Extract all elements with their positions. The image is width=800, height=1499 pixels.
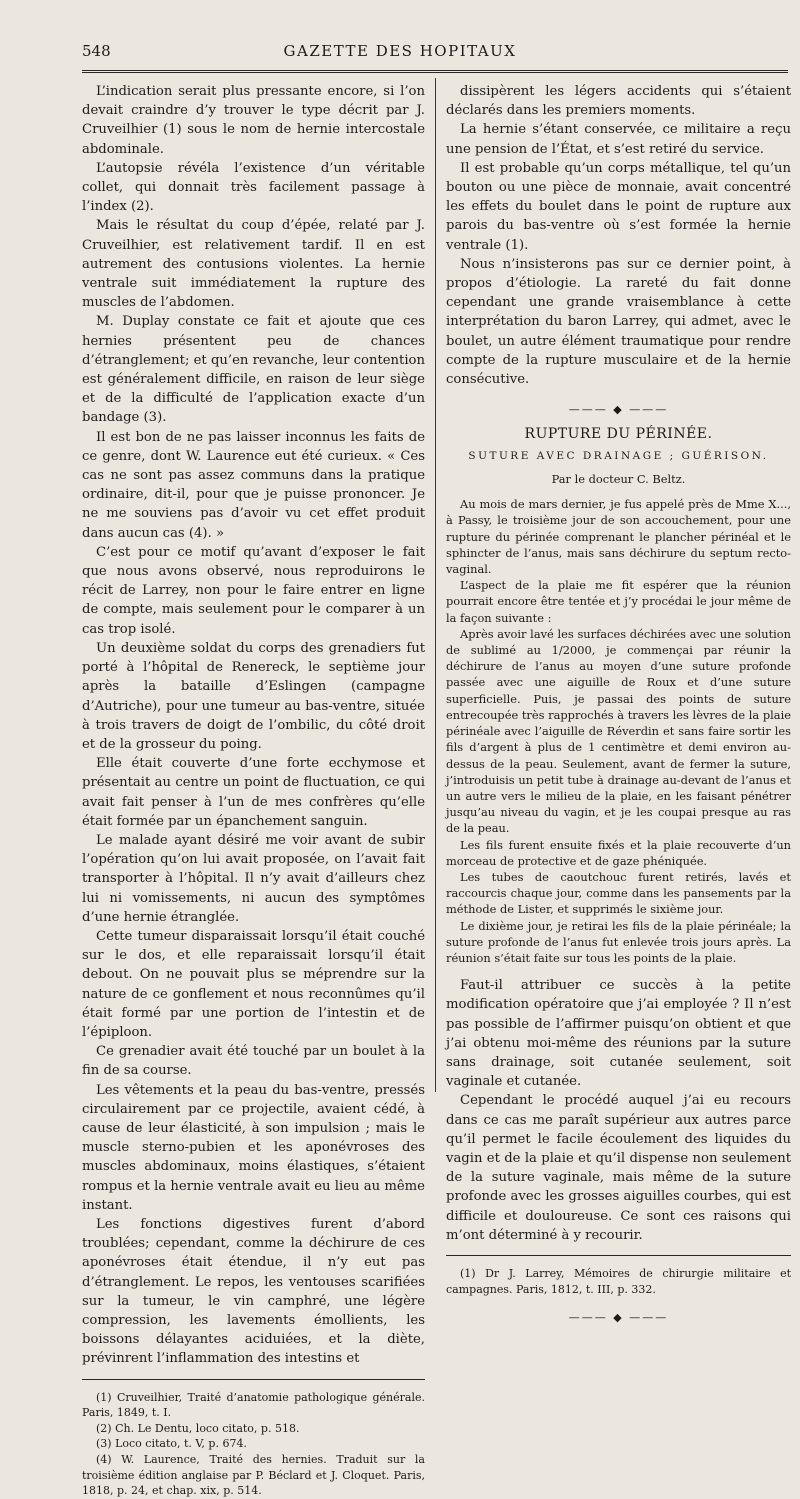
left-body [82, 82, 425, 1369]
right-footnotes [446, 1266, 791, 1297]
footnote-rule [446, 1255, 791, 1256]
footnote: (1) Dr J. Larrey, Mémoires de chirurgie militaire et campagnes. Paris, 1812, t. III, p. 332. [446, 1266, 791, 1296]
spacer [446, 966, 791, 976]
paragraph: C’est pour ce motif qu’avant d’exposer le fait que nous avons observé, nous reproduirons le récit de Larrey, non pour le faire entrer en ligne de compte, mais seulement pour le comparer à un cas trop isolé. [82, 544, 425, 637]
paragraph: Il est probable qu’un corps métallique, tel qu’un bouton ou une pièce de monnaie, avait concentré les effets du boulet dans le point de rupture aux parois du bas-ventre où s’est formée la hernie ventrale (1). [446, 160, 791, 253]
section-separator: ——— ◆ ——— [568, 403, 669, 417]
article-body-small [446, 496, 791, 966]
left-footnotes [82, 1390, 425, 1499]
paragraph: Nous n’insisterons pas sur ce dernier point, à propos d’étiologie. La rareté du fait donne cependant une grande vraisemblance à cette interprétation du baron Larrey, qui admet, avec le boulet, un autre élément traumatique pour rendre compte de la rupture musculaire et de la hernie consécutive. [446, 256, 791, 388]
paragraph: Les fonctions digestives furent d’abord troublées; cependant, comme la déchirure de ces aponévroses était étendue, il n’y eut pas d’étranglement. Le repos, les ventouses scarifiées sur la tumeur, le vin camphré, une légère compression, les lavements émollients, les boissons délayantes aciduiées, et la diète, prévinrent l’inflammation des intestins et [82, 1216, 425, 1367]
paragraph: Elle était couverte d’une forte ecchymose et présentait au centre un point de fluctuation, ce qui avait fait penser à l’un de mes confrères qu’elle était formée par un épanchement sanguin. [82, 756, 425, 829]
paragraph: Le malade ayant désiré me voir avant de subir l’opération qu’on lui avait proposée, on l’avait fait transporter à l’hôpital. Il n’y avait d’ailleurs chez lui ni vomissements, ni aucun des symptômes d’une hernie étranglée. [82, 832, 425, 925]
paragraph: dissipèrent les légers accidents qui s’étaient déclarés dans les premiers moments. [446, 84, 791, 119]
paragraph: Mais le résultat du coup d’épée, relaté par J. Cruveilhier, est relativement tardif. Il en est autrement des contusions violentes. La hernie ventrale suit immédiatement la rupture des muscles de l’abdomen. [82, 218, 425, 311]
page-number: 548 [82, 42, 111, 60]
header-rule [82, 70, 788, 73]
footnote: (4) W. Laurence, Traité des hernies. Traduit sur la troisième édition anglaise par P. Béclard et J. Cloquet. Paris, 1818, p. 24, et chap. xix, p. 514. [82, 1452, 425, 1498]
paragraph: Au mois de mars dernier, je fus appelé près de Mme X..., à Passy, le troisième jour de son accouchement, pour une rupture du périnée comprenant le plancher périnéal et le sphincter de l’anus, mais sans déchirure du septum recto-vaginal. [446, 497, 791, 577]
column-divider [435, 78, 436, 1092]
article-byline: Par le docteur C. Beltz. [551, 472, 686, 487]
paragraph: Cette tumeur disparaissait lorsqu’il était couché sur le dos, et elle reparaissait lorsqu’il était debout. On ne pouvait plus se méprendre sur la nature de ce gonflement et nous reconnûmes qu’il était formé par une portion de l’intestin et de l’épiploon. [82, 928, 425, 1040]
paragraph: Le dixième jour, je retirai les fils de la plaie périnéale; la suture profonde de l’anus fut enlevée trois jours après. La réunion s’était faite sur tous les points de la plaie. [446, 918, 791, 965]
article-subtitle: SUTURE AVEC DRAINAGE ; GUÉRISON. [468, 450, 769, 463]
paragraph: M. Duplay constate ce fait et ajoute que ces hernies présentent peu de chances d’étranglement; et qu’en revanche, leur contention est généralement difficile, en raison de leur siège et de la difficulté de l’application exacte d’un bandage (3). [82, 314, 425, 426]
paragraph: Il est bon de ne pas laisser inconnus les faits de ce genre, dont W. Laurence eut été curieux. « Ces cas ne sont pas assez communs dans la pratique ordinaire, dit-il, pour que je puisse prononcer. Je ne me souviens pas d’avoir vu cet effet produit dans aucun cas (4). » [82, 429, 425, 541]
footnote: (1) Cruveilhier, Traité d’anatomie pathologique générale. Paris, 1849, t. I. [82, 1390, 425, 1420]
paragraph: L’aspect de la plaie me fit espérer que la réunion pourrait encore être tentée et j’y procédai le jour même de la façon suivante : [446, 578, 791, 625]
footnote: (2) Ch. Le Dentu, loco citato, p. 518. [96, 1421, 300, 1435]
article-title: RUPTURE DU PÉRINÉE. [524, 426, 713, 443]
article-body-large [446, 976, 791, 1245]
paragraph: La hernie s’étant conservée, ce militaire a reçu une pension de l’État, et s’est retiré du service. [446, 122, 791, 157]
paragraph: Les vêtements et la peau du bas-ventre, pressés circulairement par ce projectile, avaient cédé, à cause de leur élasticité, à son impulsion ; mais le muscle sterno-pubien et les aponévroses des muscles abdominaux, moins élastiques, s’étaient rompus et la hernie ventrale avait eu lieu au même instant. [82, 1082, 425, 1213]
footnote-rule [82, 1379, 425, 1380]
left-column [82, 82, 425, 1498]
paragraph: Cependant le procédé auquel j’ai eu recours dans ce cas me paraît supérieur aux autres parce qu’il permet le facile écoulement des liquides du vagin et de la plaie et qu’il dispense non seulement de la suture vaginale, mais même de la suture profonde avec les grosses aiguilles courbes, qui est difficile et douloureuse. Ce sont ces raisons qui m’ont déterminé à y recourir. [446, 1093, 791, 1243]
footnote: (3) Loco citato, t. V, p. 674. [96, 1437, 247, 1451]
paragraph: Un deuxième soldat du corps des grenadiers fut porté à l’hôpital de Renereck, le septième jour après la bataille d’Eslingen (campagne d’Autriche), pour une tumeur au bas-ventre, située à trois travers de doigt de l’ombilic, du côté droit et de la grosseur du poing. [82, 640, 425, 752]
right-body-top [446, 82, 791, 389]
paragraph: Les tubes de caoutchouc furent retirés, lavés et raccourcis chaque jour, comme dans les pansements par la méthode de Lister, et supprimés le sixième jour. [446, 869, 791, 917]
paragraph: Faut-il attribuer ce succès à la petite modification opératoire que j’ai employée ? Il n’est pas possible de l’affirmer puisqu’on obtient et que j’ai obtenu moi-même des réunions par la suture sans drainage, soit cutanée seulement, soit vaginale et cutanée. [446, 978, 791, 1090]
paragraph: L’indication serait plus pressante encore, si l’on devait craindre d’y trouver le type décrit par J. Cruveilhier (1) sous le nom de hernie intercostale abdominale. [82, 84, 425, 157]
paragraph: L’autopsie révéla l’existence d’un véritable collet, qui donnait très facilement passage à l’index (2). [82, 160, 425, 215]
right-column [446, 82, 791, 1325]
end-separator: ——— ◆ ——— [568, 1311, 669, 1325]
paragraph: Ce grenadier avait été touché par un boulet à la fin de sa course. [82, 1044, 425, 1079]
paragraph: Après avoir lavé les surfaces déchirées avec une solution de sublimé au 1/2000, je commençai par réunir la déchirure de l’anus au moyen d’une suture profonde passée avec une aiguille de Roux et d’une suture superficielle. Puis, je passai des points de suture entrecoupée très rapprochés à travers les lèvres de la plaie périnéale avec l’aiguille de Réverdin et sans faire sortir les fils d’argent à plus de 1 centimètre et demi environ au-dessus de la peau. Seulement, avant de fermer la suture, j’introduisis un petit tube à drainage au-devant de l’anus et un autre vers le milieu de la plaie, en les faisant pénétrer jusqu’au niveau du vagin, et je les coupai presque au ras de la peau. [446, 626, 791, 836]
running-title: GAZETTE DES HOPITAUX [283, 42, 517, 60]
page-header [0, 30, 800, 70]
paragraph: Les fils furent ensuite fixés et la plaie recouverte d’un morceau de protective et de gaze phéniquée. [446, 837, 791, 868]
